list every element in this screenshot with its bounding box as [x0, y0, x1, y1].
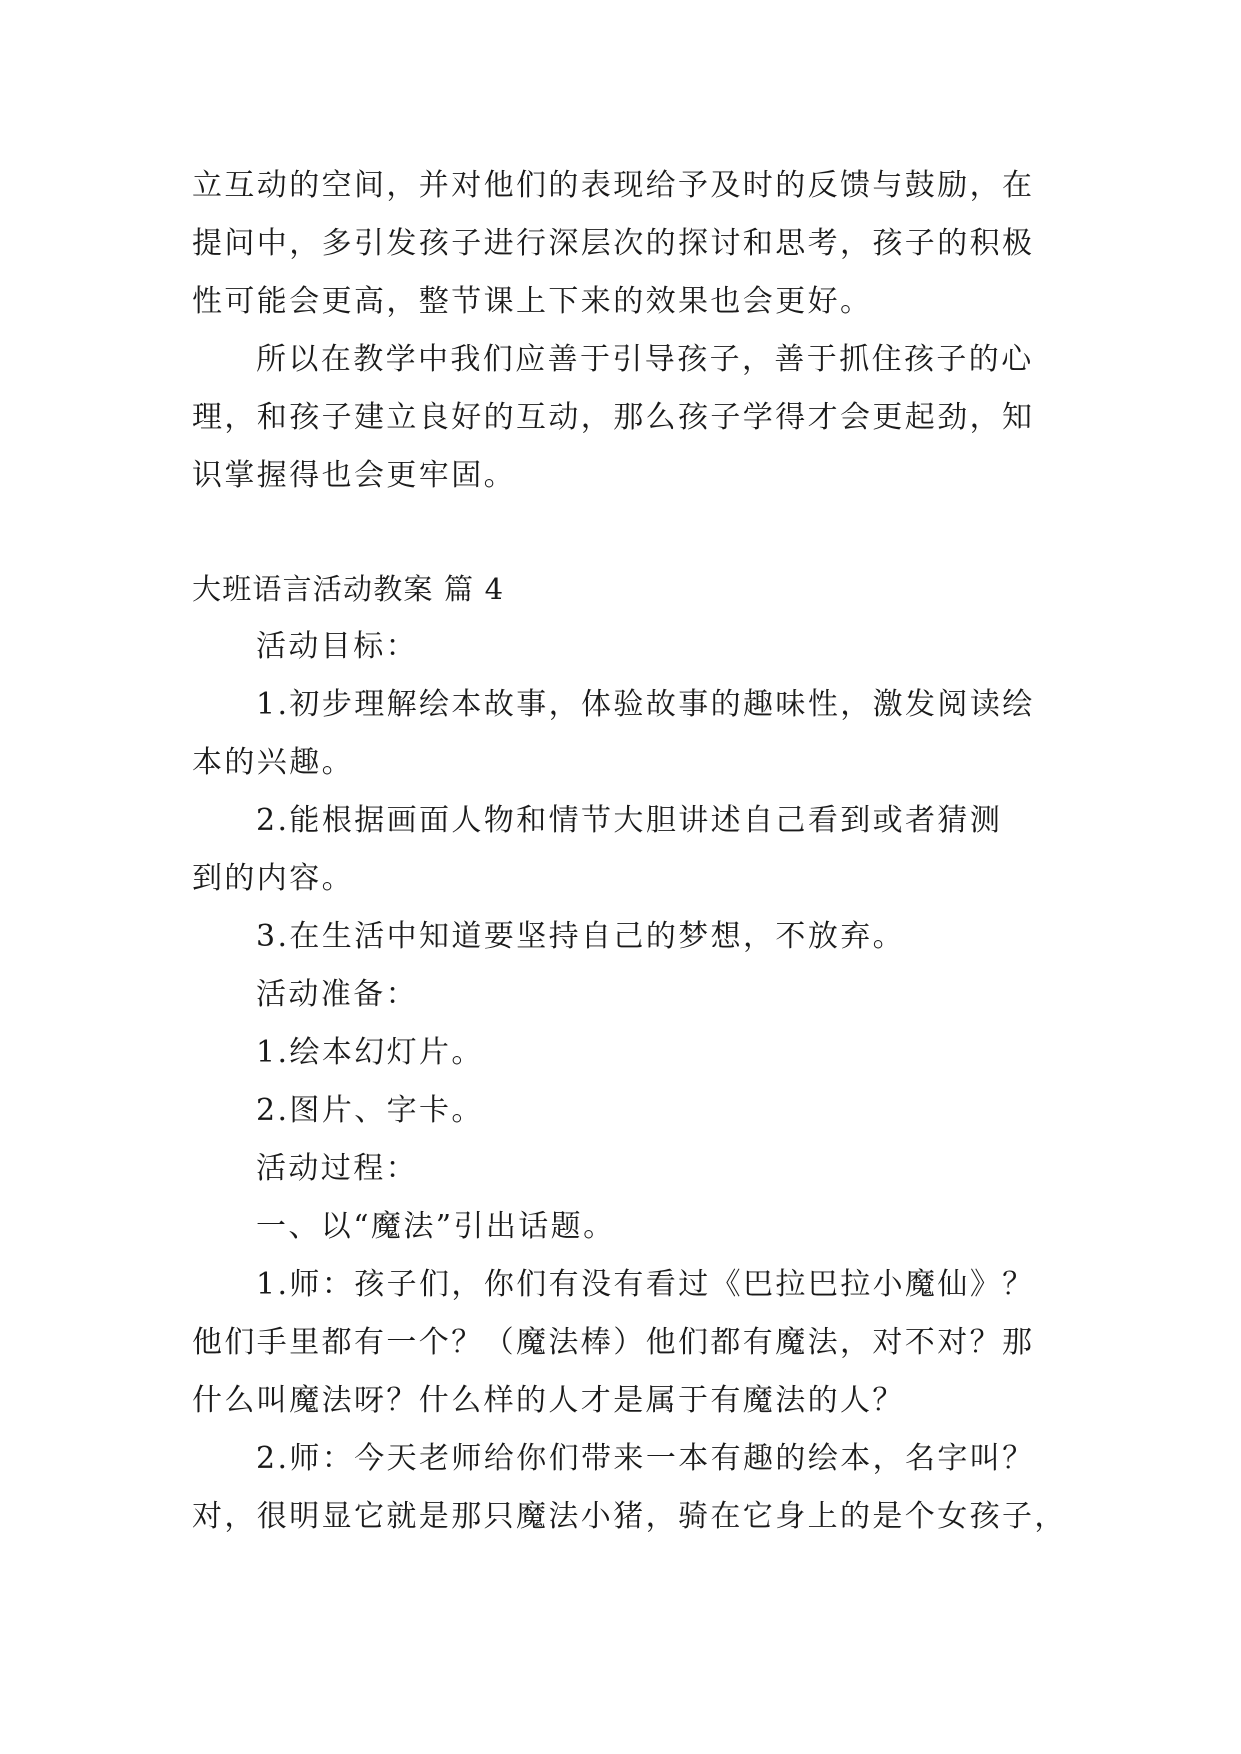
step-item-continued: 对，很明显它就是那只魔法小猪，骑在它身上的是个女孩子，	[192, 1499, 1067, 1534]
paragraph-line: 立互动的空间，并对他们的表现给予及时的反馈与鼓励，在	[192, 168, 1035, 203]
goal-item: 1.初步理解绘本故事，体验故事的趣味性，激发阅读绘	[256, 687, 1035, 722]
step-item: 1.师：孩子们，你们有没有看过《巴拉巴拉小魔仙》？	[256, 1267, 1035, 1302]
paragraph-line: 识掌握得也会更牢固。	[192, 458, 516, 493]
paragraph-line: 性可能会更高，整节课上下来的效果也会更好。	[192, 284, 873, 319]
prep-item: 1.绘本幻灯片。	[256, 1035, 484, 1070]
goals-heading: 活动目标：	[256, 629, 418, 664]
paragraph-line: 提问中，多引发孩子进行深层次的探讨和思考，孩子的积极	[192, 226, 1035, 261]
goal-item-continued: 本的兴趣。	[192, 745, 354, 780]
goal-item-continued: 到的内容。	[192, 861, 354, 896]
process-heading: 活动过程：	[256, 1151, 418, 1186]
section-title: 大班语言活动教案 篇 4	[192, 572, 505, 606]
step-item-continued: 什么叫魔法呀？什么样的人才是属于有魔法的人？	[192, 1383, 905, 1418]
step-item: 2.师：今天老师给你们带来一本有趣的绘本，名字叫？	[256, 1441, 1035, 1476]
paragraph-line: 理，和孩子建立良好的互动，那么孩子学得才会更起劲，知	[192, 400, 1035, 435]
step-heading: 一、以“魔法”引出话题。	[256, 1209, 616, 1244]
goal-item: 2.能根据画面人物和情节大胆讲述自己看到或者猜测	[256, 803, 1003, 838]
step-item-continued: 他们手里都有一个？（魔法棒）他们都有魔法，对不对？那	[192, 1325, 1035, 1360]
prep-heading: 活动准备：	[256, 977, 418, 1012]
paragraph-line: 所以在教学中我们应善于引导孩子，善于抓住孩子的心	[256, 342, 1034, 377]
goal-item: 3.在生活中知道要坚持自己的梦想，不放弃。	[256, 919, 906, 954]
prep-item: 2.图片、字卡。	[256, 1093, 484, 1128]
